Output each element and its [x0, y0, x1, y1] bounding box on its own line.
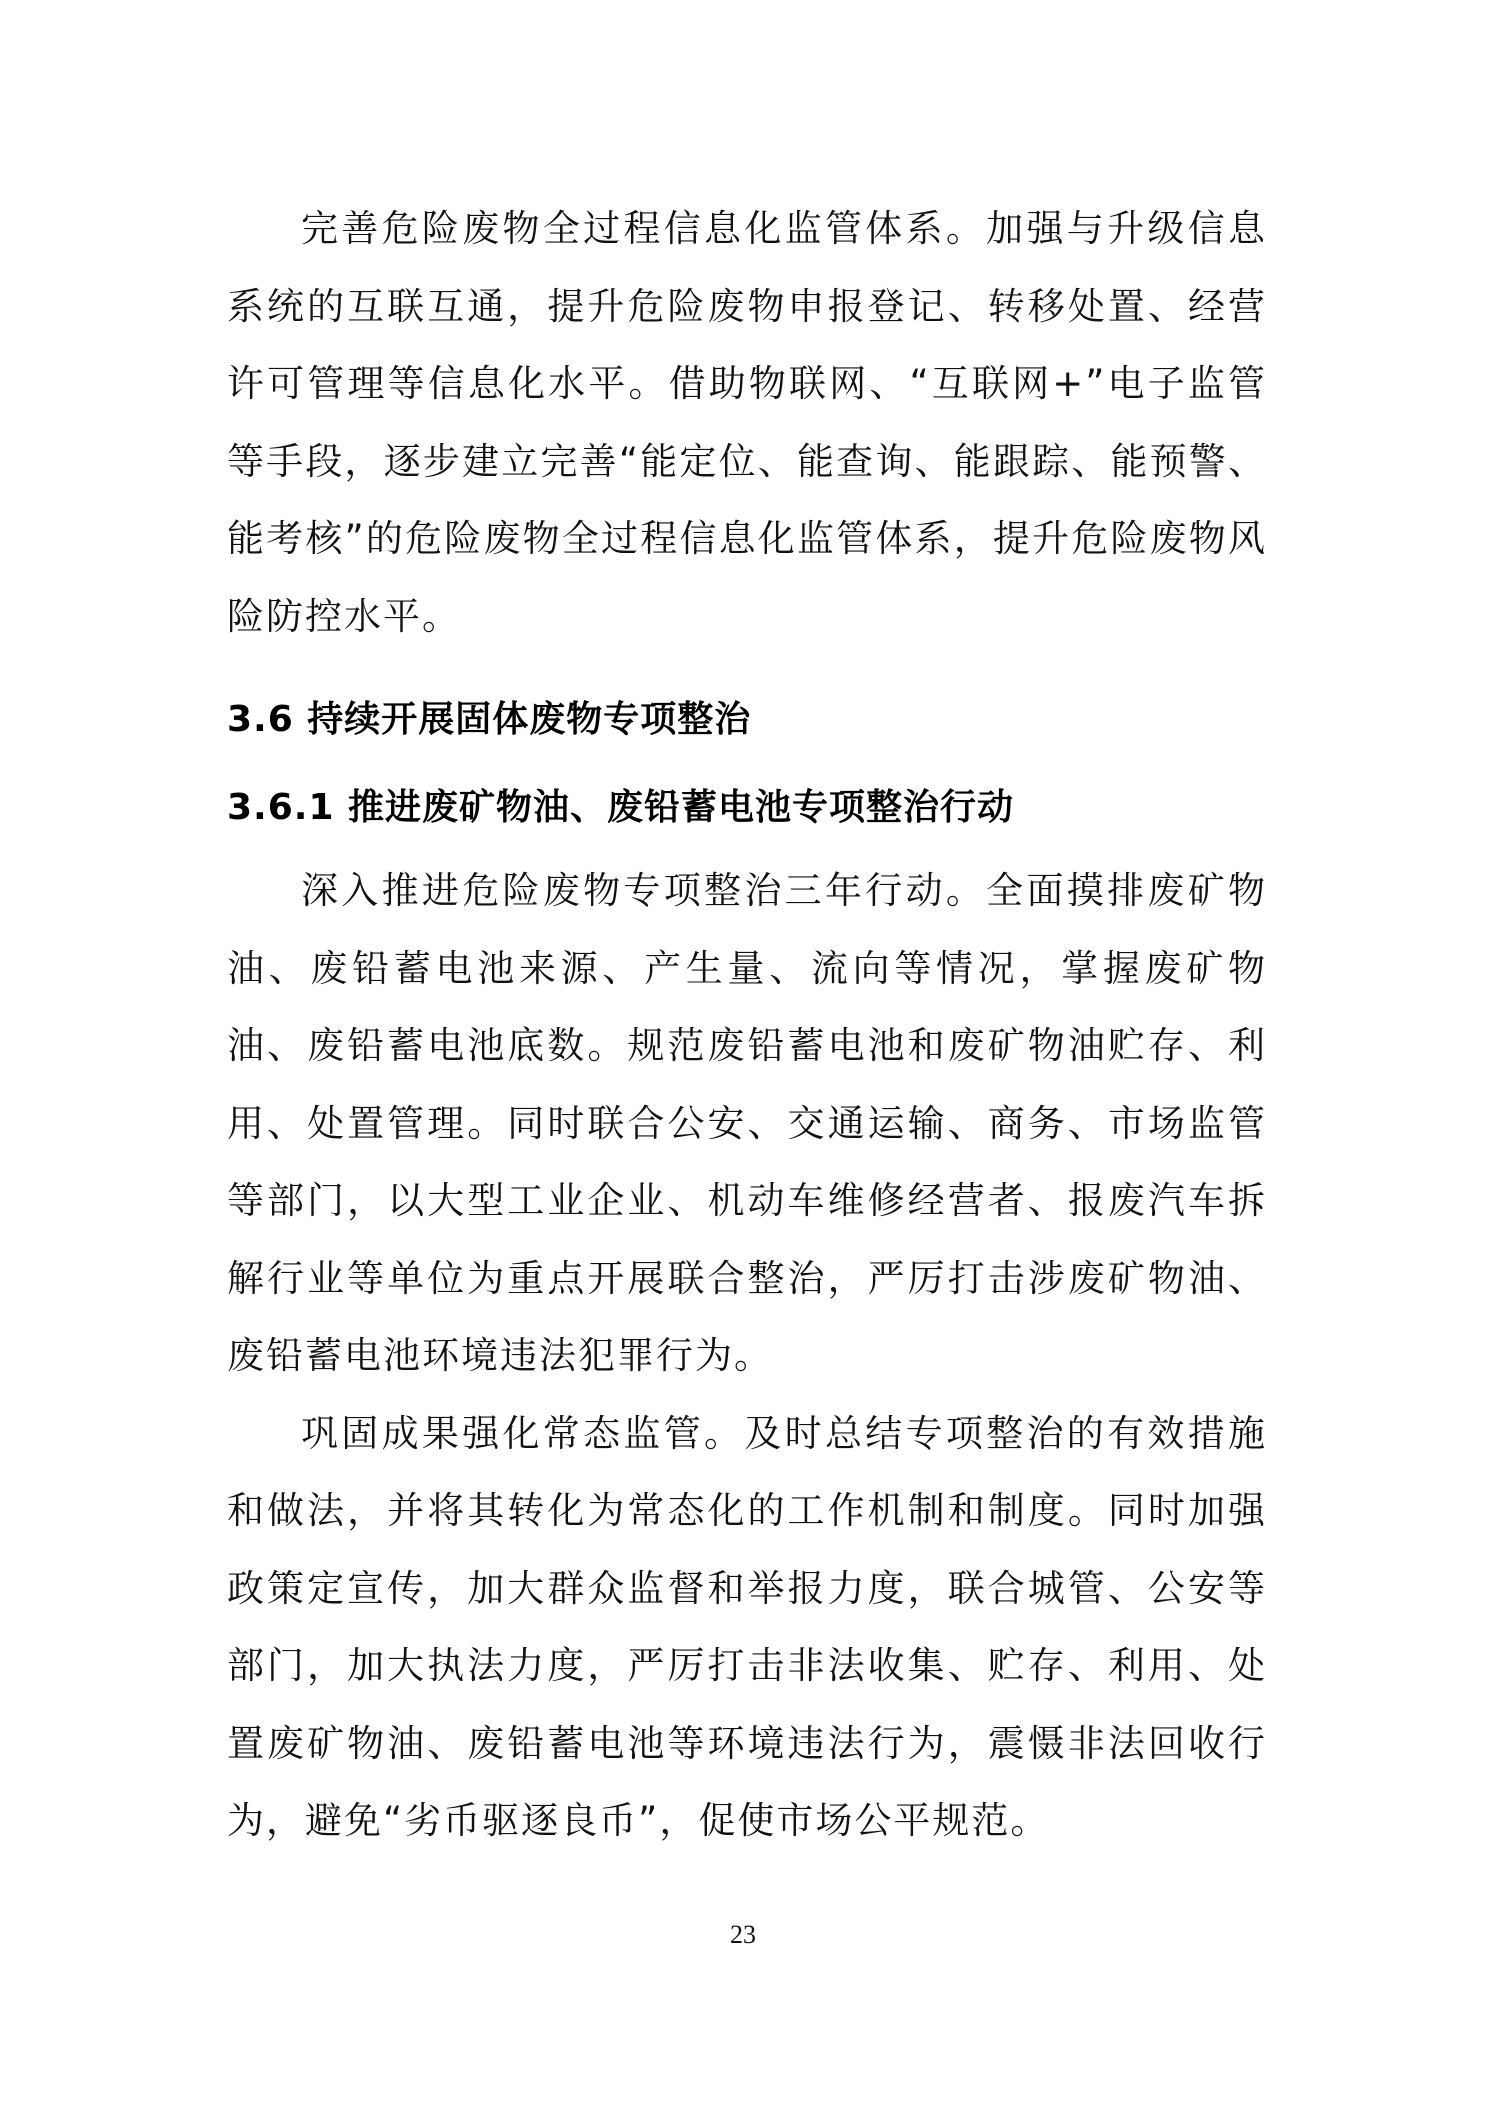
paragraph-regular-supervision: 巩固成果强化常态监管。及时总结专项整治的有效措施和做法，并将其转化为常态化的工作机制和制度。同时加强政策定宣传，加大群众监督和举报力度，联合城管、公安等部门，加大执法力度，严厉打击非法收集、贮存、利用、处置废矿物油、废铅蓄电池等环境违法行为，震慑非法回收行为，避免“劣币驱逐良币”，促使市场公平规范。: [227, 1411, 1267, 1842]
subsection-heading: 3.6.1 推进废矿物油、废铅蓄电池专项整治行动: [227, 787, 1015, 828]
page-content: [227, 190, 1267, 1860]
page-number: 23: [730, 1920, 756, 1949]
paragraph-special-rectification: 深入推进危险废物专项整治三年行动。全面摸排废矿物油、废铅蓄电池来源、产生量、流向等情况，掌握废矿物油、废铅蓄电池底数。规范废铅蓄电池和废矿物油贮存、利用、处置管理。同时联合公安、交通运输、商务、市场监管等部门，以大型工业企业、机动车维修经营者、报废汽车拆解行业等单位为重点开展联合整治，严厉打击涉废矿物油、废铅蓄电池环境违法犯罪行为。: [227, 869, 1267, 1377]
section-heading: 3.6 持续开展固体废物专项整治: [227, 699, 752, 740]
paragraph-info-system: 完善危险废物全过程信息化监管体系。加强与升级信息系统的互联互通，提升危险废物申报登记、转移处置、经营许可管理等信息化水平。借助物联网、“互联网+”电子监管等手段，逐步建立完善“能定位、能查询、能跟踪、能预警、能考核”的危险废物全过程信息化监管体系，提升危险废物风险防控水平。: [227, 207, 1267, 638]
